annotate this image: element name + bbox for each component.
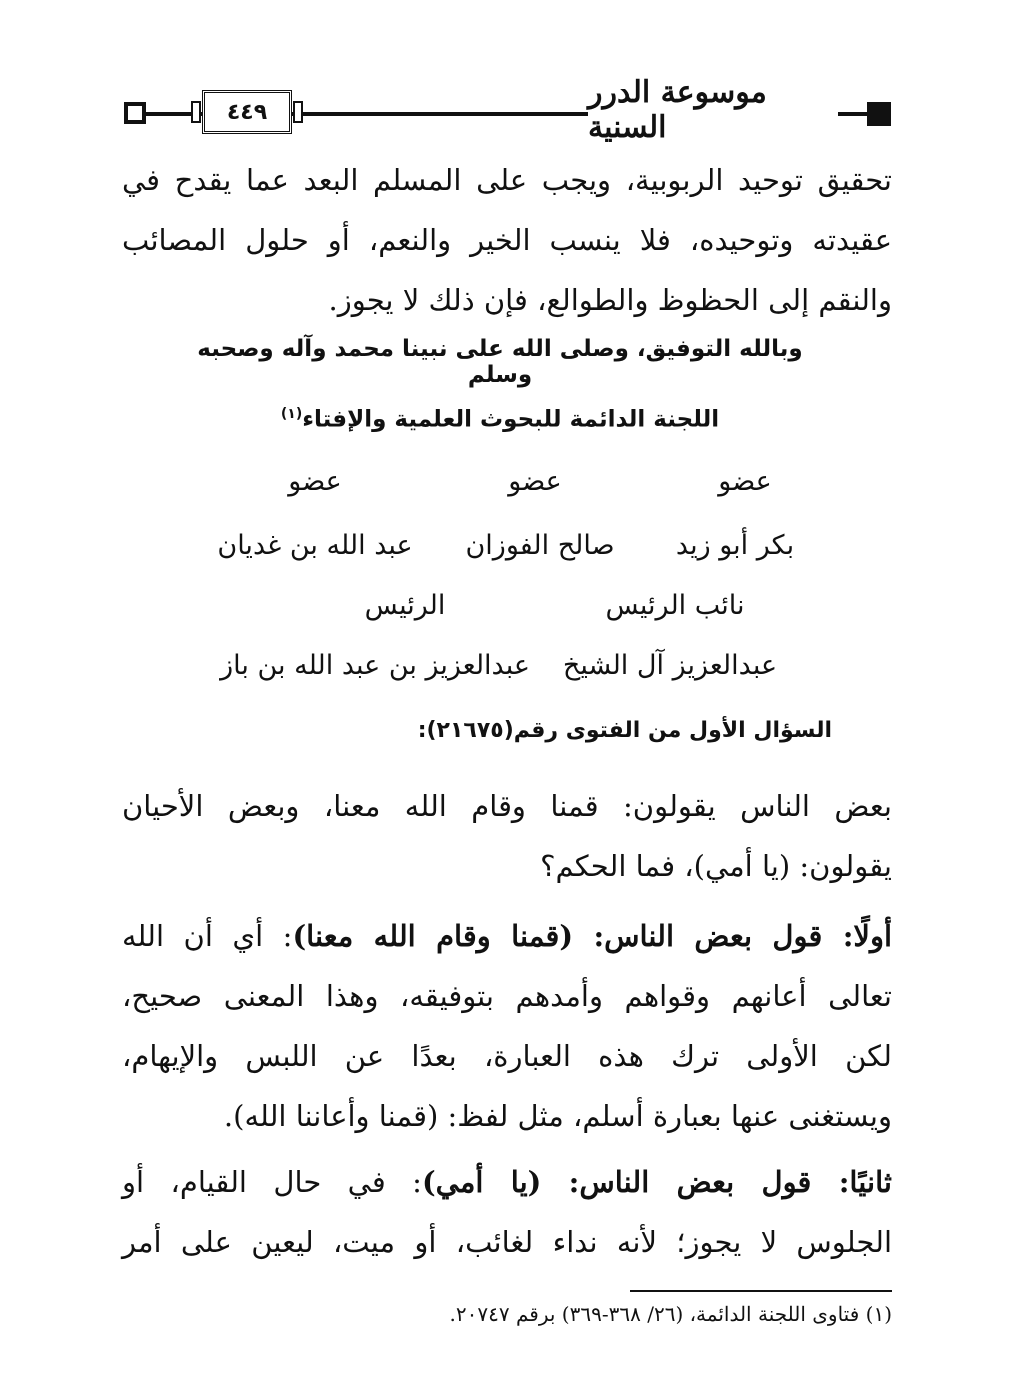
answer-first-lead: أولًا: قول بعض الناس: (قمنا وقام الله معنا) (292, 919, 893, 953)
president-name: عبدالعزيز بن عبد الله بن باز (220, 650, 530, 681)
member-role-2: عضو (508, 466, 562, 497)
committee-name (230, 406, 770, 433)
answer-second-lead: ثانيًا: قول بعض الناس: (يا أمي) (421, 1165, 893, 1199)
text-line: تعالى أعانهم وقواهم وأمدهم بتوفيقه، وهذا المعنى صحيح، (122, 979, 892, 1013)
answer-first-paragraph (122, 906, 892, 1146)
vice-president-name: عبدالعزيز آل الشيخ (562, 650, 778, 681)
question-label: السؤال الأول من الفتوى رقم(٢١٦٧٥): (417, 718, 832, 743)
text-line: بعض الناس يقولون: قمنا وقام الله معنا، وبعض الأحيان (122, 789, 892, 823)
series-title: موسوعة الدرر السنية (588, 84, 838, 136)
text-line: يقولون: (يا أمي)، فما الحكم؟ (540, 849, 892, 883)
text-line: تحقيق توحيد الربوبية، ويجب على المسلم البعد عما يقدح في (122, 163, 892, 197)
header-square-solid (867, 102, 891, 126)
member-name-2: صالح الفوزان (465, 530, 615, 561)
member-role-1: عضو (718, 466, 772, 497)
text-line (122, 1152, 892, 1212)
answer-second-rest: : في حال القيام، أو (122, 1165, 422, 1199)
footnote-separator (630, 1290, 892, 1292)
member-role-3: عضو (288, 466, 342, 497)
text-line: والنقم إلى الحظوظ والطوالع، فإن ذلك لا يجوز. (328, 283, 892, 317)
text-line: عقيدته وتوحيده، فلا ينسب الخير والنعم، أو حلول المصائب (122, 223, 892, 257)
committee-name-text: اللجنة الدائمة للبحوث العلمية والإفتاء (302, 406, 720, 433)
answer-second-paragraph (122, 1152, 892, 1272)
vice-president-role: نائب الرئيس (605, 590, 745, 621)
text-line (122, 906, 892, 966)
member-name-3: عبد الله بن غديان (217, 530, 413, 561)
member-name-1: بكر أبو زيد (675, 530, 795, 561)
closing-prayer: وبالله التوفيق، وصلى الله على نبينا محمد وآله وصحبه وسلم (197, 336, 803, 388)
president-role: الرئيس (364, 590, 446, 621)
footnote-marker: (١) (280, 406, 303, 422)
text-line: الجلوس لا يجوز؛ لأنه نداء لغائب، أو ميت، ليعين على أمر (122, 1225, 892, 1259)
answer-first-rest: : أي أن الله (122, 919, 293, 953)
header-square-outline (124, 102, 146, 124)
footnote: (١) فتاوى اللجنة الدائمة، (٢٦/ ٣٦٨-٣٦٩) برقم ٢٠٧٤٧. (449, 1302, 892, 1326)
page-header (120, 75, 895, 145)
header-rule-right (838, 112, 868, 116)
header-rule-middle (292, 112, 588, 116)
text-line: ويستغنى عنها بعبارة أسلم، مثل لفظ: (قمنا وأعاننا الله). (223, 1099, 892, 1133)
text-line: لكن الأولى ترك هذه العبارة، بعدًا عن اللبس والإيهام، (122, 1039, 892, 1073)
page-number: ٤٤٩ (226, 99, 268, 125)
question-paragraph (122, 776, 892, 896)
intro-paragraph (122, 150, 892, 330)
page-number-frame (202, 90, 292, 134)
